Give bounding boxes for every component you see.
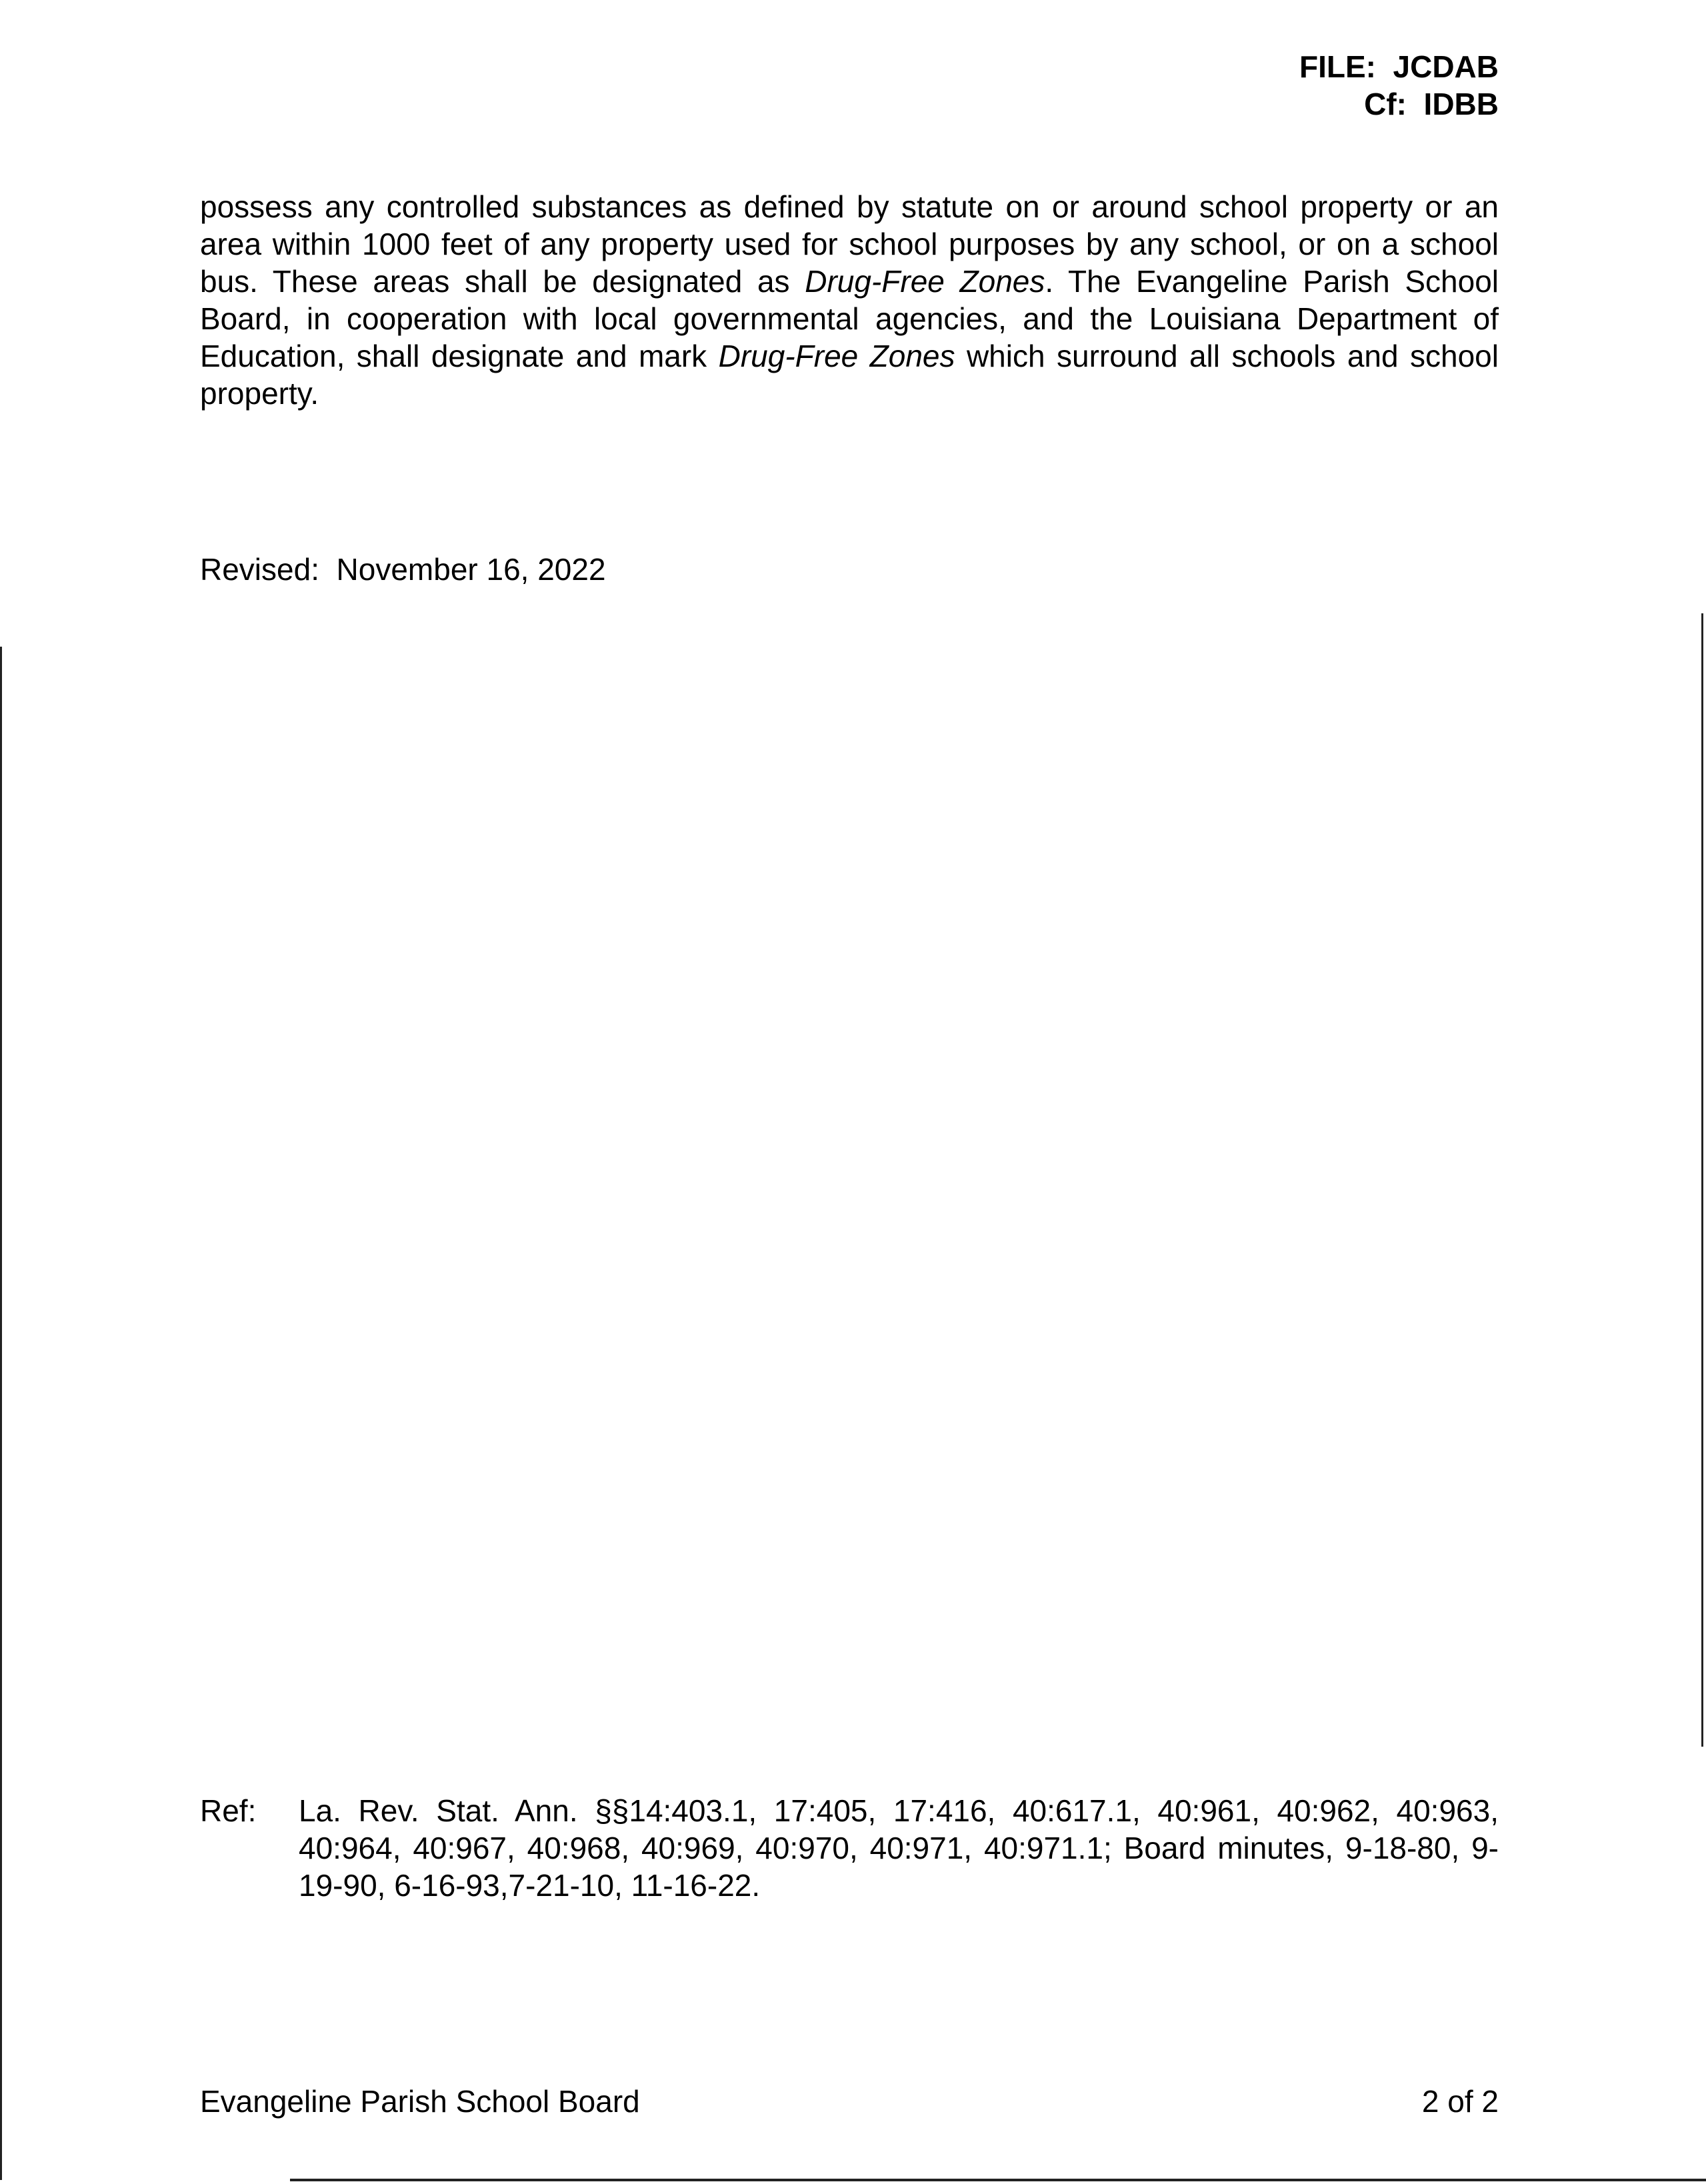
paragraph-text-1: possess any controlled substances as defined by statute on or around school property or an area within 1000 feet of any property used for school purposes by any school, or on a school bus. These areas shall be designated as — [200, 189, 1499, 299]
file-code-row — [1299, 48, 1499, 85]
drug-free-zones-term-2: Drug-Free Zones — [718, 339, 955, 373]
revised-date: November 16, 2022 — [336, 552, 606, 587]
reference-text: La. Rev. Stat. Ann. §§14:403.1, 17:405, 17:416, 40:617.1, 40:961, 40:962, 40:963, 40:964, 40:967, 40:968, 40:969, 40:970, 40:971, 40:971.1; Board minutes, 9-18-80, 9-19-90, 6-16-93,7-21-10, 11-16-22. — [299, 1793, 1499, 1903]
scan-edge-left — [0, 647, 2, 2180]
cf-label: Cf: — [1364, 87, 1407, 121]
footer-organization: Evangeline Parish School Board — [200, 2084, 640, 2119]
cf-code: IDBB — [1423, 87, 1499, 121]
file-header — [1299, 48, 1499, 123]
revised-label: Revised: — [200, 552, 319, 587]
scan-edge-bottom — [290, 2179, 1706, 2181]
paragraph-text-2: . The Evangeline Parish School Board, in cooperation with local governmental agencies, and the Louisiana Department of Education, shall designate and mark — [200, 264, 1499, 373]
policy-paragraph — [200, 188, 1499, 412]
cf-code-row — [1299, 85, 1499, 123]
footer-page-number: 2 of 2 — [1421, 2084, 1499, 2119]
file-label: FILE: — [1299, 49, 1376, 84]
revised-date-line — [200, 551, 606, 588]
file-code: JCDAB — [1393, 49, 1499, 84]
reference-block — [200, 1792, 1499, 1904]
scan-edge-right — [1701, 613, 1703, 1747]
paragraph-text-3: which surround all schools and school property. — [200, 339, 1499, 411]
reference-label: Ref: — [200, 1793, 257, 1828]
drug-free-zones-term-1: Drug-Free Zones — [805, 264, 1045, 299]
